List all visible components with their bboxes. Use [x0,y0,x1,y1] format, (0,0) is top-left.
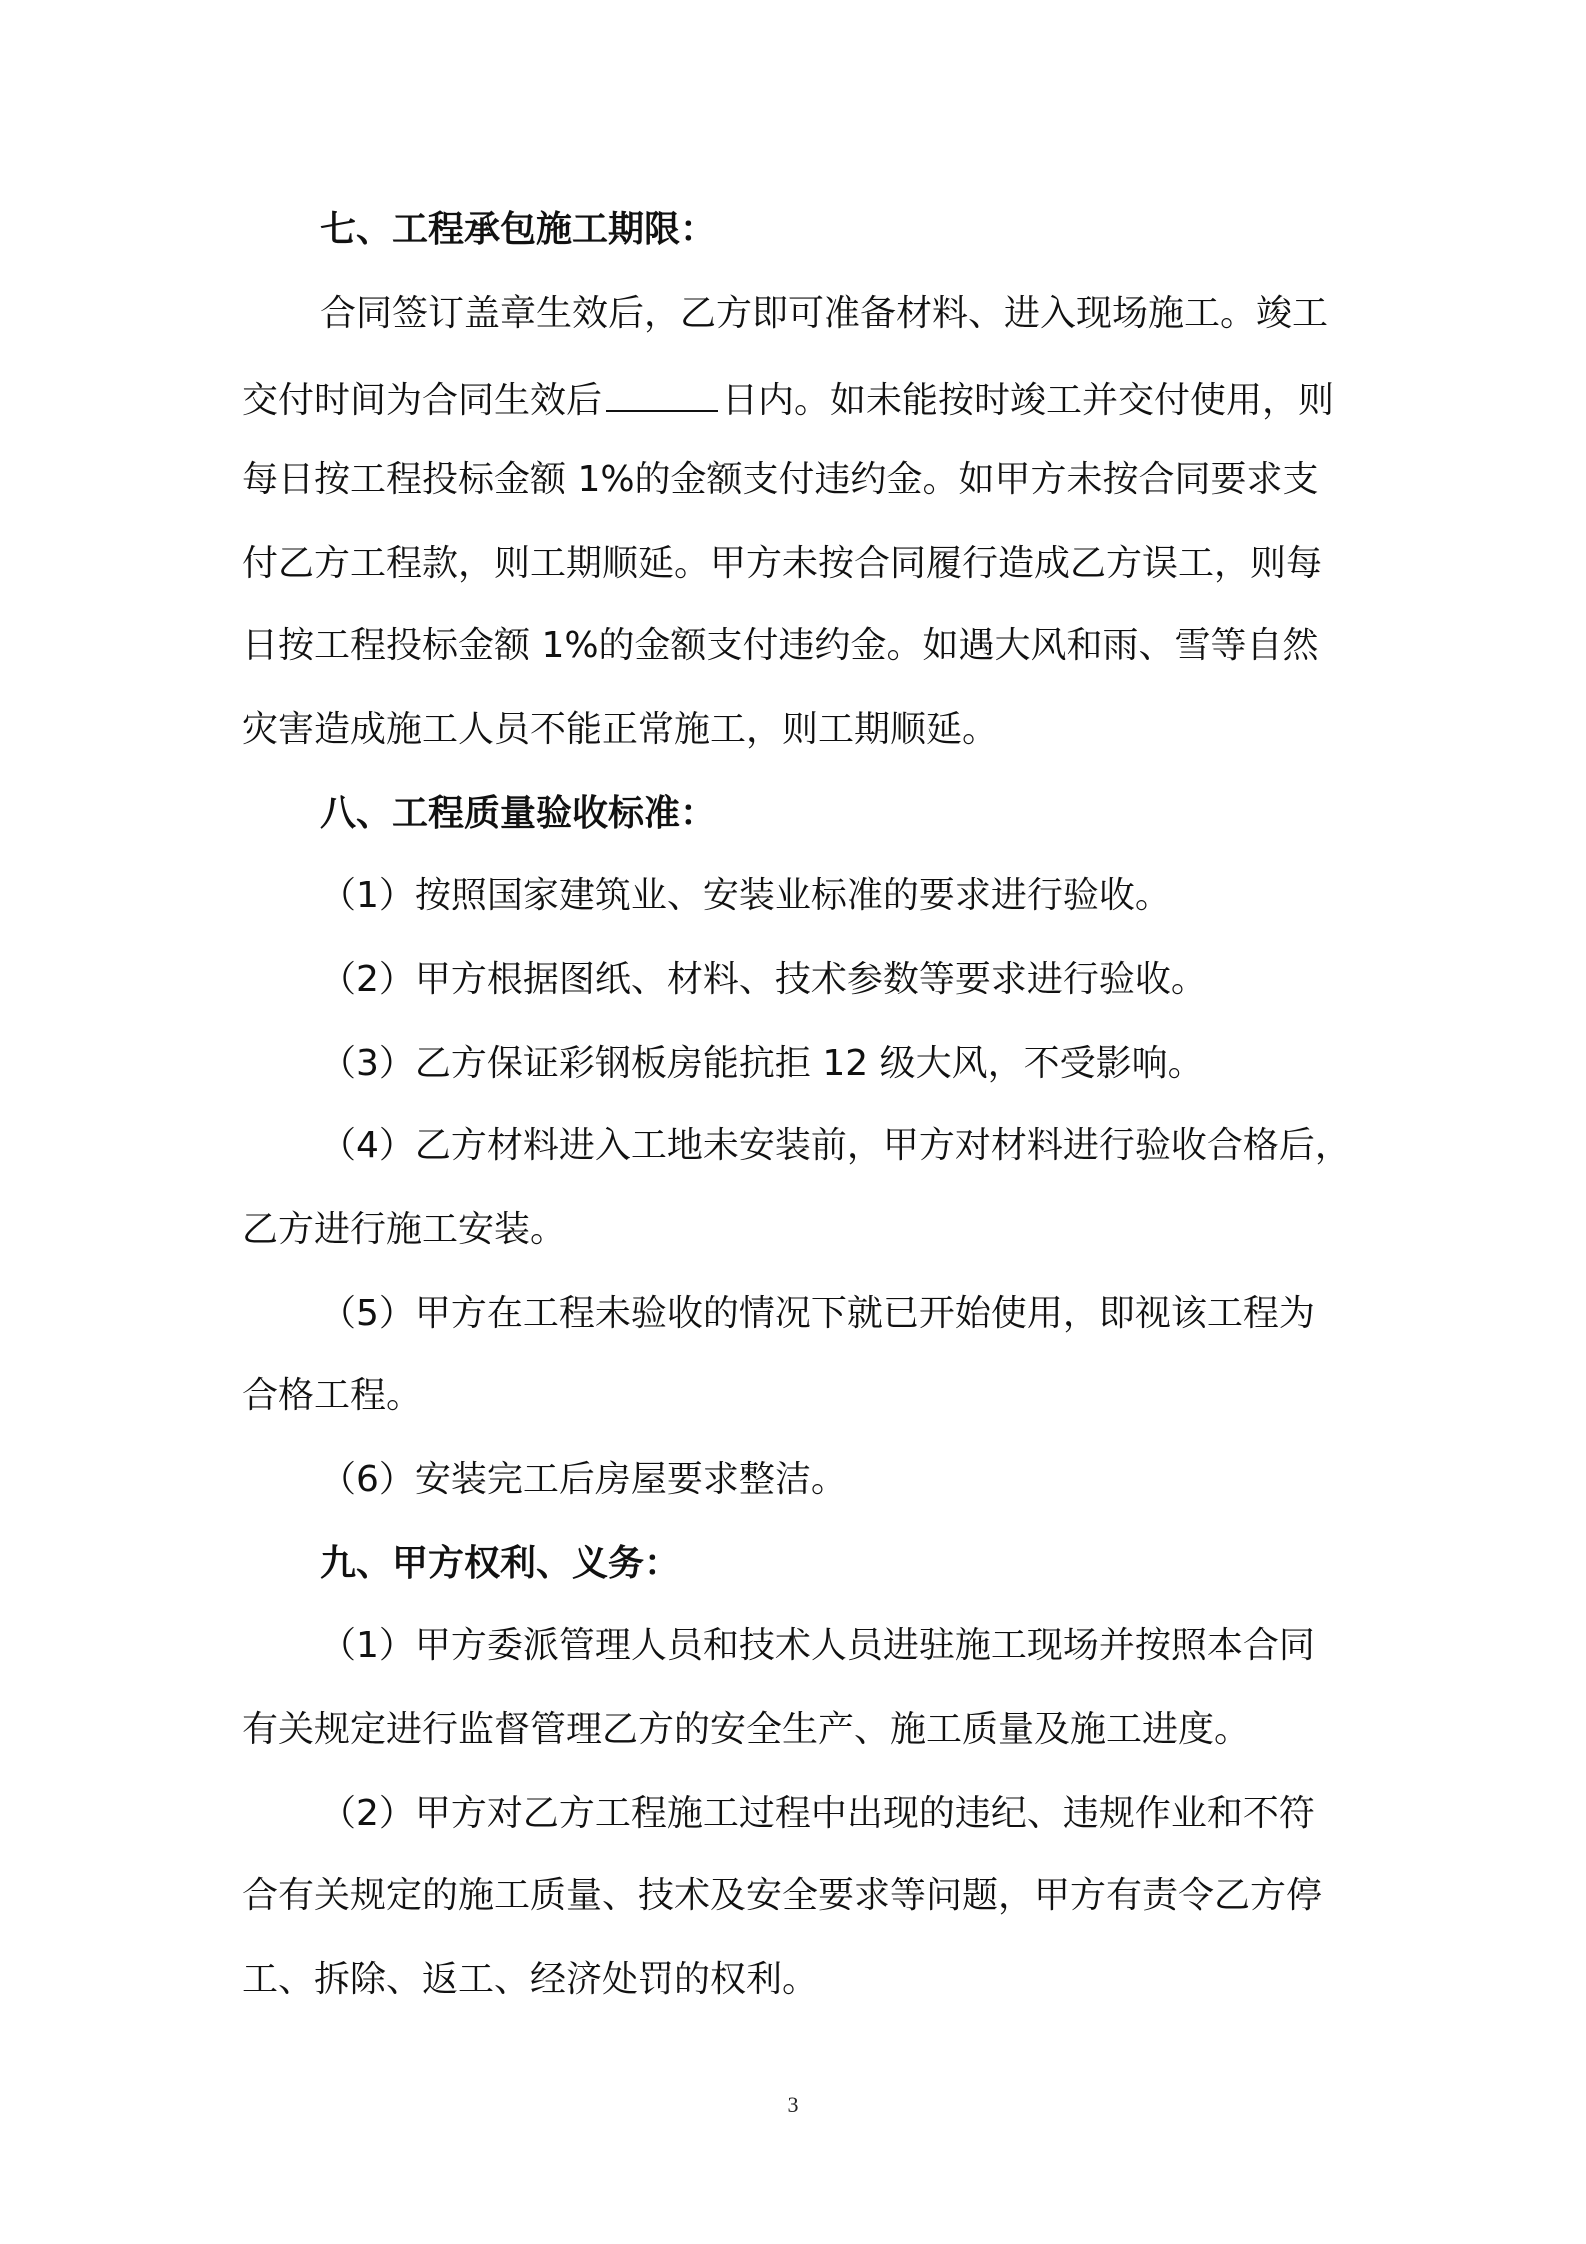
text-segment: 日内。如未能按时竣工并交付使用，则 [722,380,1335,421]
section-7-heading: 七、工程承包施工期限： [320,209,717,250]
paragraph-line [242,374,1362,425]
list-item: （3）乙方保证彩钢板房能抗拒 12 级大风，不受影响。 [320,1043,1204,1084]
list-item: （6）安装完工后房屋要求整洁。 [320,1459,847,1500]
paragraph-line: 灾害造成施工人员不能正常施工，则工期顺延。 [242,709,999,750]
paragraph-line: 每日按工程投标金额 1%的金额支付违约金。如甲方未按合同要求支 [242,459,1319,500]
section-8-heading: 八、工程质量验收标准： [320,793,717,834]
text-segment: 交付时间为合同生效后 [242,380,603,421]
paragraph-line: 付乙方工程款，则工期顺延。甲方未按合同履行造成乙方误工，则每 [242,543,1323,584]
list-item: （1）按照国家建筑业、安装业标准的要求进行验收。 [320,875,1171,916]
list-item: （4）乙方材料进入工地未安装前，甲方对材料进行验收合格后， [320,1125,1351,1166]
section-9-heading: 九、甲方权利、义务： [320,1543,681,1584]
fill-in-blank [606,374,718,412]
list-item: （2）甲方对乙方工程施工过程中出现的违纪、违规作业和不符 [320,1793,1315,1834]
list-item-continuation: 有关规定进行监督管理乙方的安全生产、施工质量及施工进度。 [242,1709,1251,1750]
list-item-continuation: 合格工程。 [242,1375,423,1416]
list-item: （2）甲方根据图纸、材料、技术参数等要求进行验收。 [320,959,1207,1000]
list-item: （5）甲方在工程未验收的情况下就已开始使用，即视该工程为 [320,1293,1315,1334]
list-item: （1）甲方委派管理人员和技术人员进驻施工现场并按照本合同 [320,1625,1315,1666]
page-number: 3 [787,2092,799,2117]
paragraph-line: 合同签订盖章生效后，乙方即可准备材料、进入现场施工。竣工 [320,293,1329,334]
list-item-continuation: 合有关规定的施工质量、技术及安全要求等问题，甲方有责令乙方停 [242,1875,1323,1916]
list-item-continuation: 乙方进行施工安装。 [242,1209,567,1250]
paragraph-line: 日按工程投标金额 1%的金额支付违约金。如遇大风和雨、雪等自然 [242,625,1319,666]
list-item-continuation: 工、拆除、返工、经济处罚的权利。 [242,1959,819,2000]
